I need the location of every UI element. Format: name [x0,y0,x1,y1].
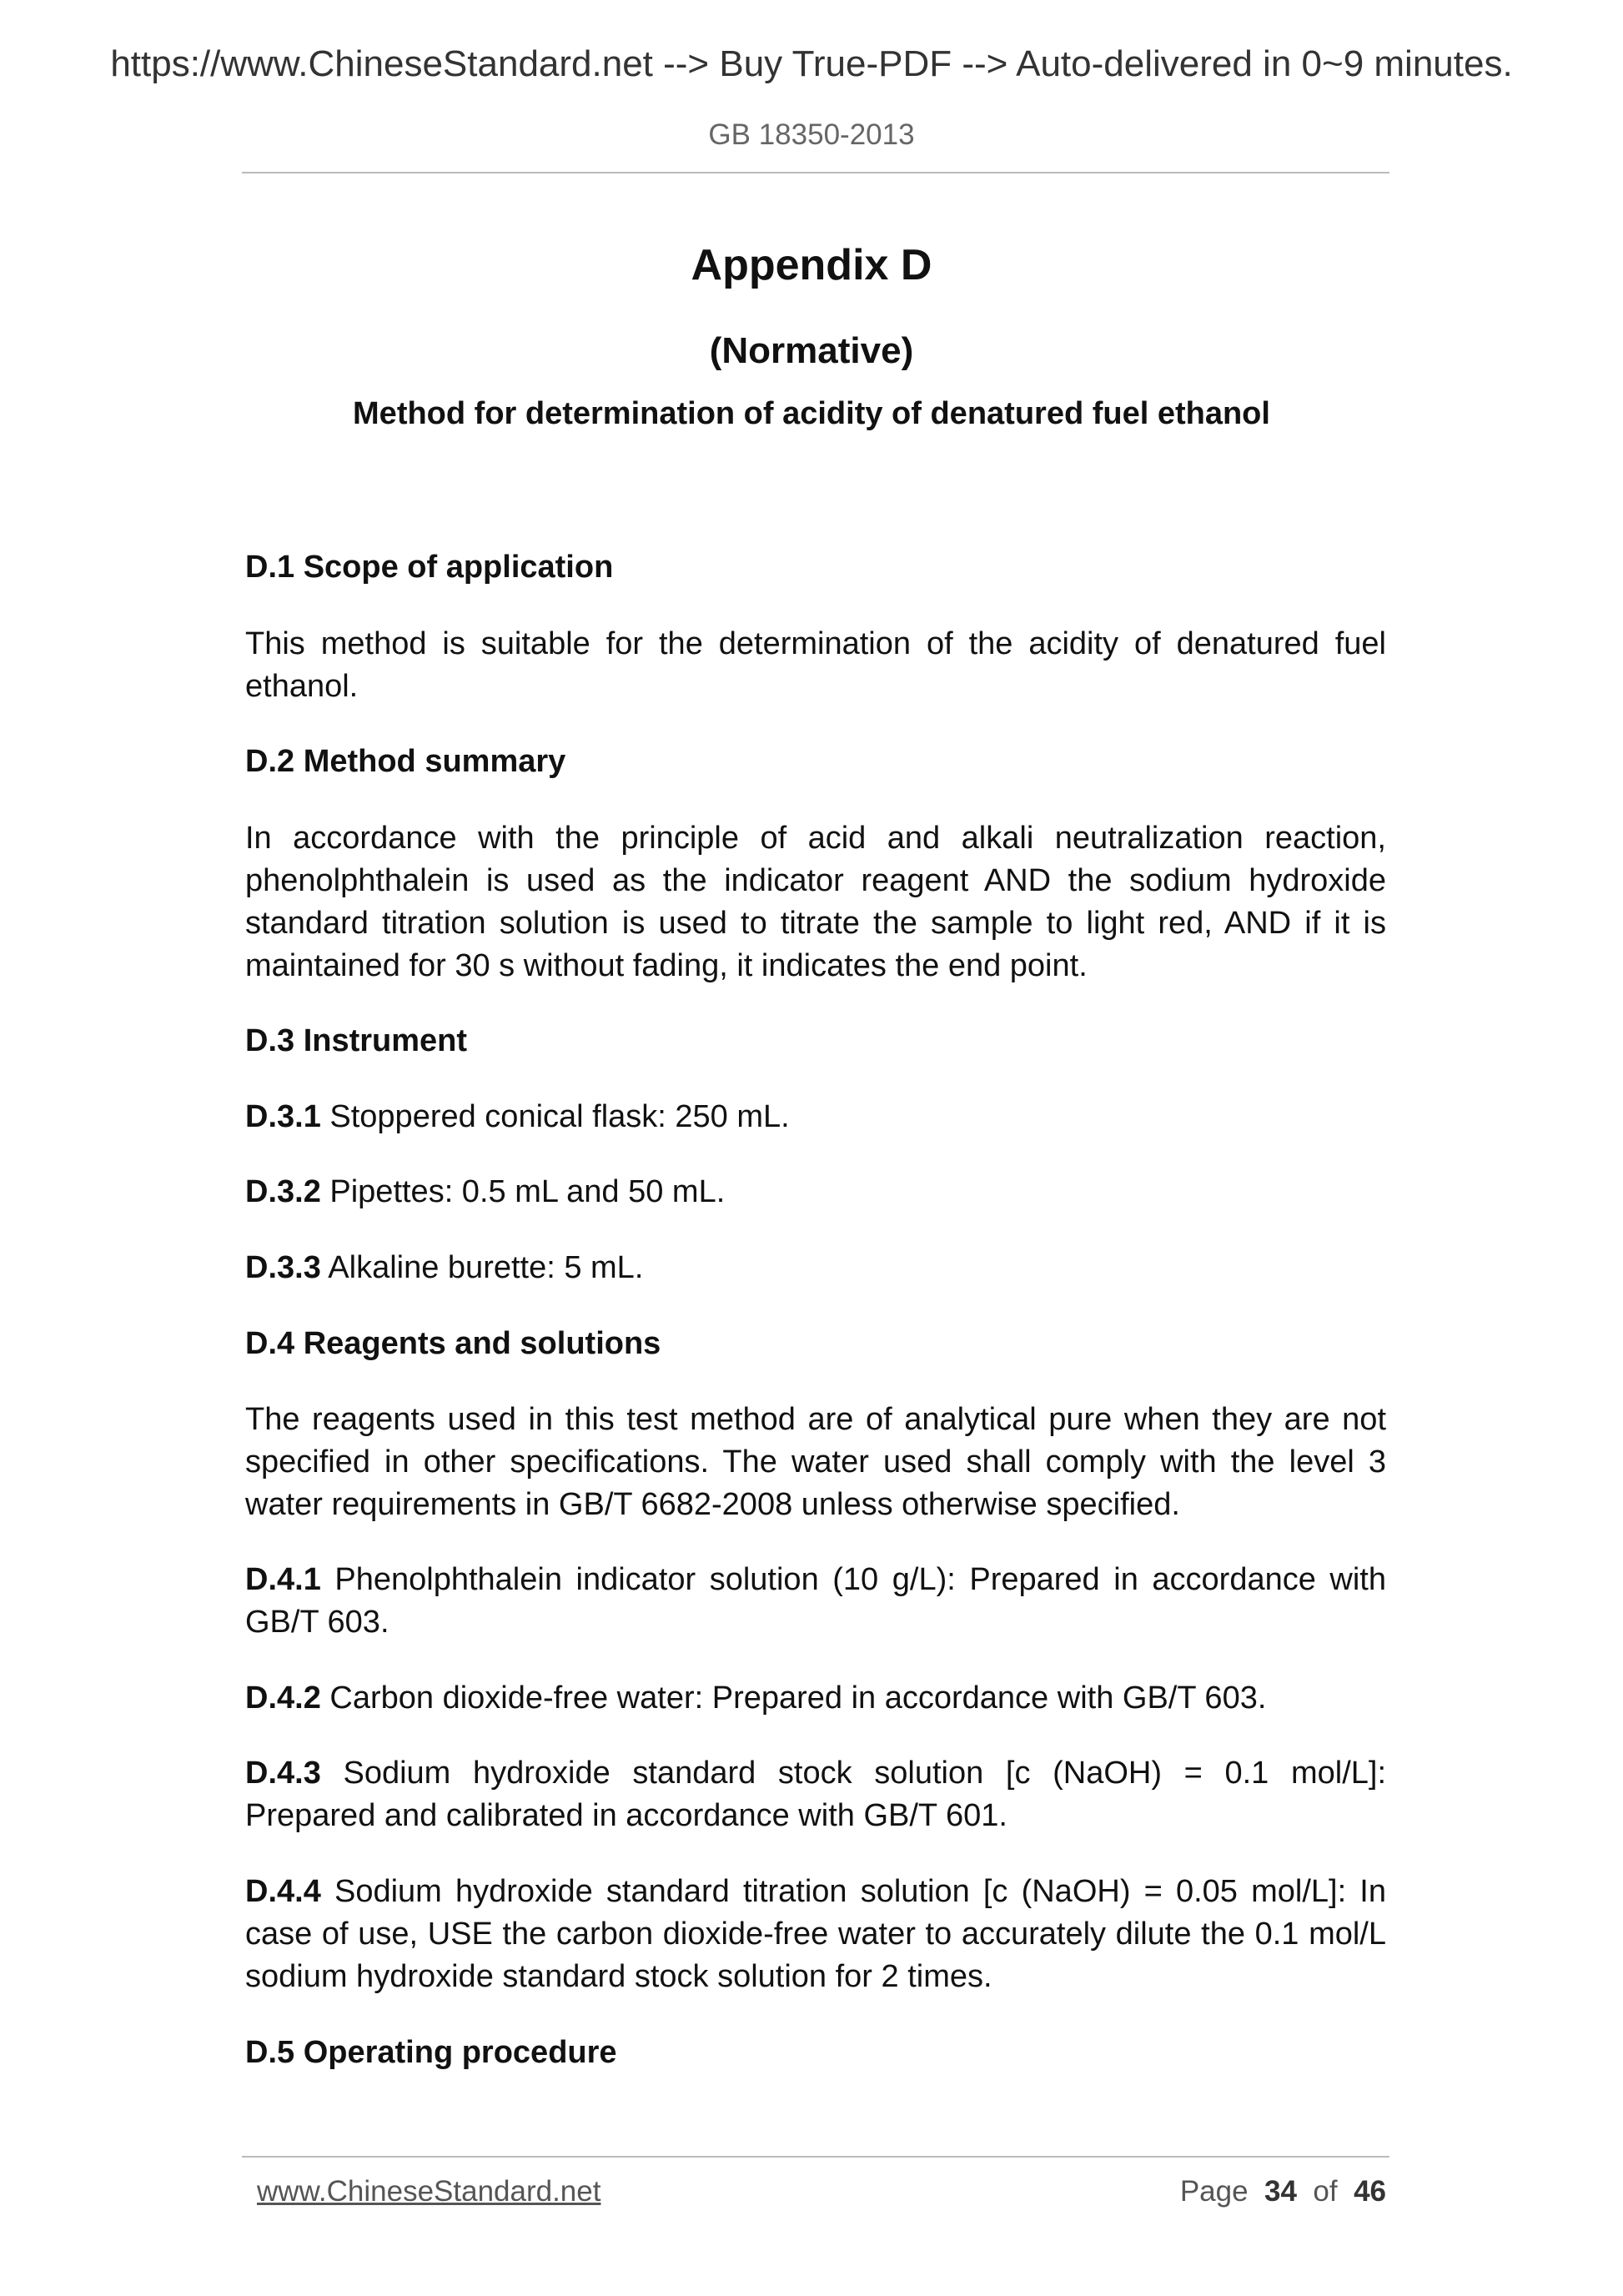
clause-number: D.3.2 [245,1174,321,1209]
section-text-d1: This method is suitable for the determination of the acidity of denatured fuel ethanol. [245,626,1386,704]
section-heading-d2: D.2 Method summary [245,744,566,779]
clause-text: Pipettes: 0.5 mL and 50 mL. [320,1174,726,1209]
section-heading-d5: D.5 Operating procedure [245,2035,617,2070]
appendix-subtitle: Method for determination of acidity of denatured fuel ethanol [353,396,1270,431]
clause-text: Sodium hydroxide standard stock solution [c (NaOH) = 0.1 mol/L]: Prepared and calibrated in accordance with GB/T 601. [245,1756,1386,1833]
page-current: 34 [1264,2175,1297,2208]
clause-number: D.4.1 [245,1562,321,1597]
footer-site-link[interactable]: www.ChineseStandard.net [257,2175,601,2208]
clause-d4-2 [245,1677,1386,1720]
clause-d3-3 [245,1247,1386,1289]
header-divider [242,172,1389,173]
section-heading-d4: D.4 Reagents and solutions [245,1326,661,1361]
document-code: GB 18350-2013 [708,118,915,151]
page-total: 46 [1354,2175,1386,2208]
page-label: Page [1179,2175,1249,2208]
clause-number: D.4.4 [245,1874,321,1909]
section-heading-d3: D.3 Instrument [245,1023,468,1058]
clause-number: D.3.3 [245,1250,321,1285]
top-banner-link[interactable]: https://www.ChineseStandard.net --> Buy True-PDF --> Auto-delivered in 0~9 minutes. [110,43,1513,84]
clause-text: Alkaline burette: 5 mL. [320,1250,644,1285]
footer-divider [242,2156,1389,2158]
clause-d3-2 [245,1171,1386,1213]
clause-d3-1 [245,1096,1386,1138]
section-text-d2: In accordance with the principle of acid and alkali neutralization reaction, phenolphthalein is used as the indicator reagent AND the sodium hydroxide standard titration solution is used to titrate the sample to light red, AND if it is maintained for 30 s without fading, it indicates the end point. [245,821,1386,983]
clause-text: Sodium hydroxide standard titration solution [c (NaOH) = 0.05 mol/L]: In case of use, USE the carbon dioxide-free water to accurately dilute the 0.1 mol/L sodium hydroxide standard stock solution for 2 times. [245,1874,1386,1994]
clause-text: Carbon dioxide-free water: Prepared in accordance with GB/T 603. [320,1681,1267,1716]
page-of-label: of [1313,2175,1338,2208]
clause-number: D.4.3 [245,1756,321,1791]
clause-number: D.3.1 [245,1099,321,1134]
clause-d4-4 [245,1871,1386,1998]
section-text-d4: The reagents used in this test method are of analytical pure when they are not specified in other specifications. The water used shall comply with the level 3 water requirements in GB/T 6682-2008 unless otherwise specified. [245,1402,1386,1522]
appendix-type: (Normative) [709,330,914,371]
appendix-title: Appendix D [691,241,932,289]
clause-number: D.4.2 [245,1681,321,1716]
page-indicator [1180,2175,1386,2208]
section-heading-d1: D.1 Scope of application [245,550,614,585]
clause-d4-1 [245,1559,1386,1644]
clause-text: Stoppered conical flask: 250 mL. [320,1099,790,1134]
clause-d4-3 [245,1752,1386,1837]
clause-text: Phenolphthalein indicator solution (10 g/L): Prepared in accordance with GB/T 603. [245,1562,1386,1640]
